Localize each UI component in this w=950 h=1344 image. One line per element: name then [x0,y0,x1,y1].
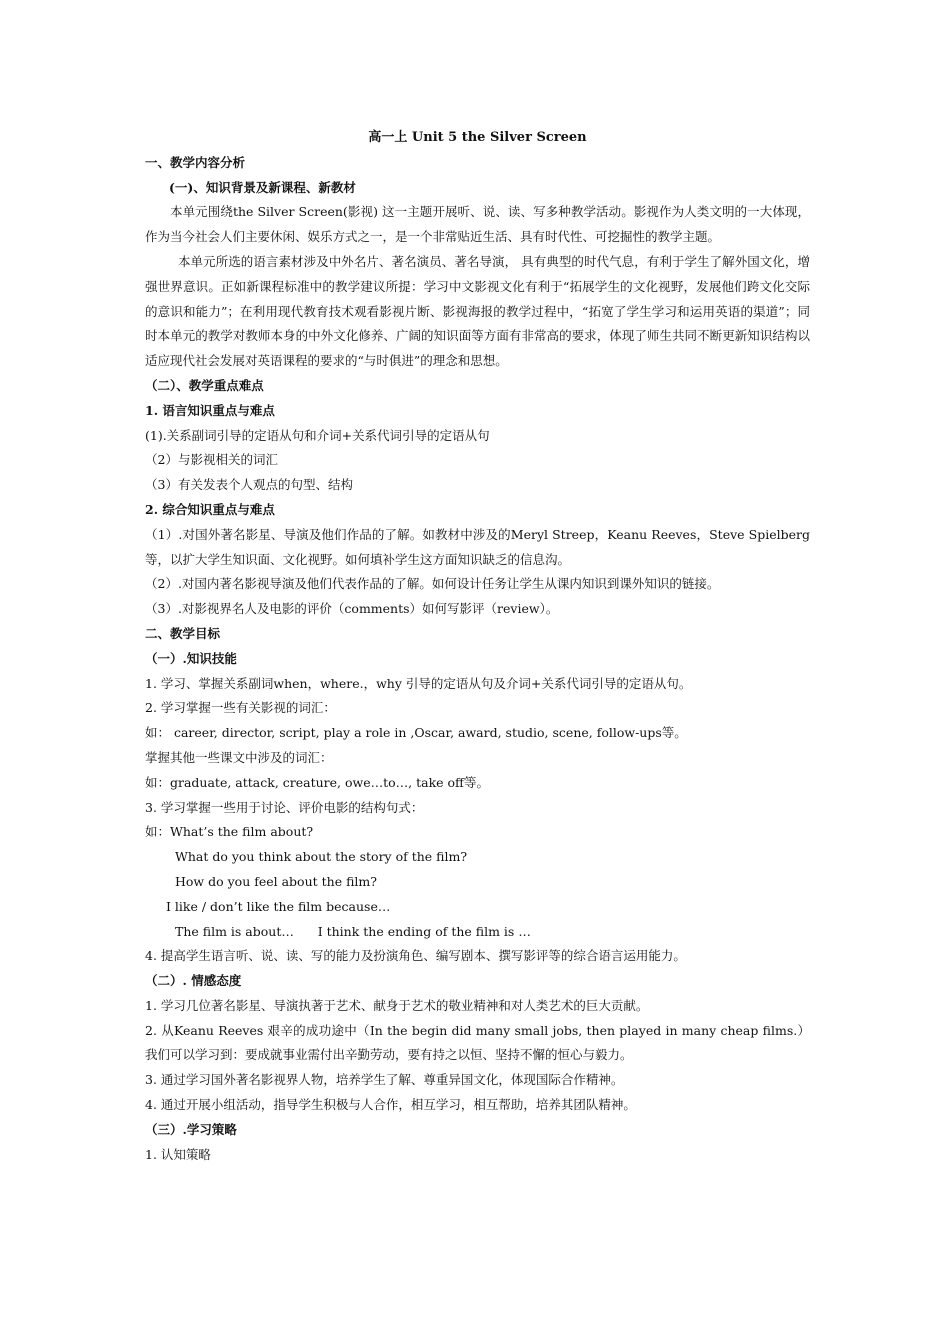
list-item: （1）.对国外著名影星、导演及他们作品的了解。如教材中涉及的Meryl Streep，Keanu Reeves，Steve Spielberg等，以扩大学生知识面、文化视野。如何填补学生这方面知识缺乏的信息沟。 [145,526,810,567]
sentence-example: I like / don’t like the film because… [166,898,391,914]
subsection-heading: （三）.学习策略 [145,1121,237,1137]
subsection-heading: （二）、教学重点难点 [145,377,264,393]
list-item: （2）与影视相关的词汇 [145,452,278,468]
paragraph: 本单元围绕the Silver Screen(影视) 这一主题开展听、说、读、写多种教学活动。影视作为人类文明的一大体现，作为当今社会人们主要休闲、娱乐方式之一，是一个非常贴近生活、具有时代性、可挖掘性的教学主题。 [145,204,810,245]
item-heading: 2. 综合知识重点与难点 [145,501,275,517]
section-heading: 二、教学目标 [145,625,221,641]
list-item: 3. 学习掌握一些用于讨论、评价电影的结构句式： [145,799,424,815]
subsection-heading: （二）. 情感态度 [145,973,242,989]
item-heading: 1. 语言知识重点与难点 [145,402,275,418]
list-item: （3）有关发表个人观点的句型、结构 [145,477,353,493]
list-item: 3. 通过学习国外著名影视界人物，培养学生了解、尊重异国文化，体现国际合作精神。 [145,1072,624,1088]
list-item: 1. 学习几位著名影星、导演执著于艺术、献身于艺术的敬业精神和对人类艺术的巨大贡献。 [145,997,649,1013]
list-item: 掌握其他一些课文中涉及的词汇： [145,749,333,765]
sentence-example: What do you think about the story of the film? [175,849,468,865]
list-item: （3）.对影视界名人及电影的评价（comments）如何写影评（review）。 [145,601,559,617]
document-title: 高一上 Unit 5 the Silver Screen [368,130,587,145]
document-page [145,126,810,1167]
section-heading: 一、教学内容分析 [145,154,246,170]
list-item: 1. 认知策略 [145,1146,211,1162]
list-item: 1. 学习、掌握关系副词when，where.，why 引导的定语从句及介词+关系代词引导的定语从句。 [145,675,692,691]
subsection-heading: (一)、知识背景及新课程、新教材 [169,179,356,195]
sentence-example: 如：What’s the film about? [145,824,314,840]
list-item: (1).关系副词引导的定语从句和介词+关系代词引导的定语从句 [145,427,490,443]
sentence-example: How do you feel about the film? [175,873,377,889]
vocab-example: 如： career, director, script, play a role in ,Oscar, award, studio, scene, follow-ups等。 [145,725,687,741]
vocab-example: 如：graduate, attack, creature, owe…to…, take off等。 [145,774,489,790]
list-item: 4. 提高学生语言听、说、读、写的能力及扮演角色、编写剧本、撰写影评等的综合语言运用能力。 [145,948,686,964]
subsection-heading: （一）.知识技能 [145,650,237,666]
list-item: 4. 通过开展小组活动，指导学生积极与人合作，相互学习，相互帮助，培养其团队精神。 [145,1097,636,1113]
sentence-example: The film is about… I think the ending of the film is … [175,923,531,939]
list-item: 2. 学习掌握一些有关影视的词汇： [145,700,336,716]
list-item: 2. 从Keanu Reeves 艰辛的成功途中（In the begin did many small jobs, then played in many cheap films.）我们可以学习到：要成就事业需付出辛勤劳动，要有持之以恒、坚持不懈的恒心与毅力。 [145,1022,810,1063]
list-item: （2）.对国内著名影视导演及他们代表作品的了解。如何设计任务让学生从课内知识到课外知识的链接。 [145,576,720,592]
paragraph: 本单元所选的语言素材涉及中外名片、著名演员、著名导演， 具有典型的时代气息，有利于学生了解外国文化，增强世界意识。正如新课程标准中的教学建议所提：学习中文影视文化有利于“拓展学生的文化视野，发展他们跨文化交际的意识和能力”；在利用现代教育技术观看影视片断、影视海报的教学过程中，“拓宽了学生学习和运用英语的渠道”；同时本单元的教学对教师本身的中外文化修养、广阔的知识面等方面有非常高的要求，体现了师生共同不断更新知识结构以适应现代社会发展对英语课程的要求的“与时俱进”的理念和思想。 [145,253,810,369]
